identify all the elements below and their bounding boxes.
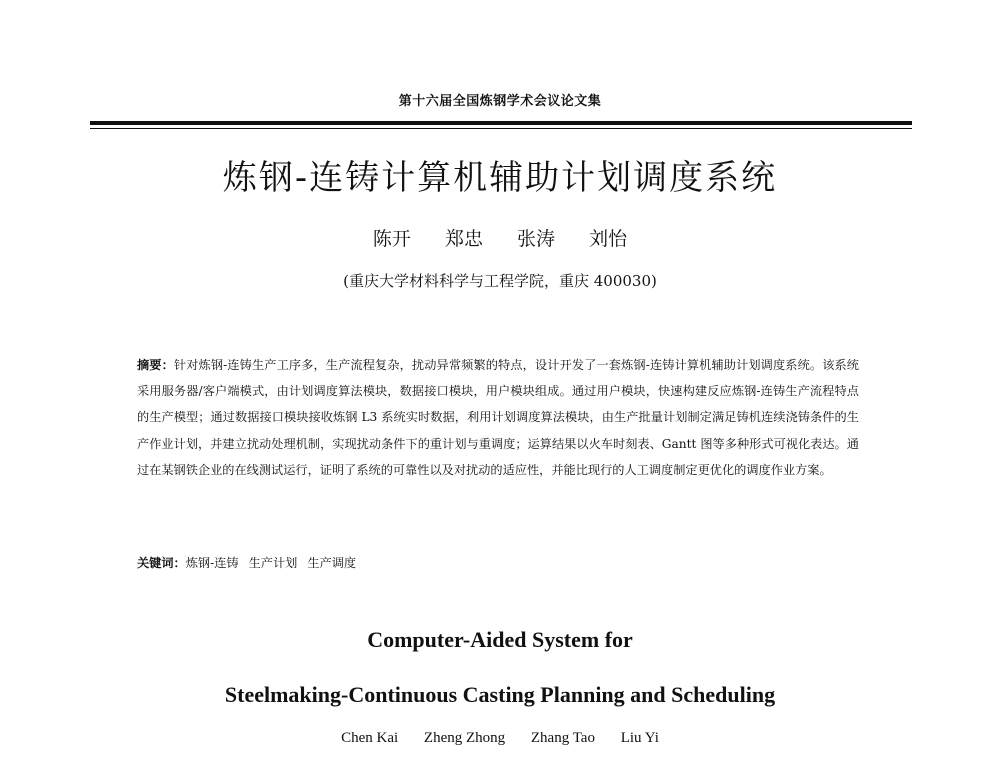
abstract	[137, 352, 859, 483]
running-header: 第十六届全国炼钢学术会议论文集	[398, 94, 602, 109]
abstract-label: 摘要：	[137, 358, 174, 372]
keywords-label: 关键词：	[137, 556, 186, 570]
paper-title-en-line1: Computer-Aided System for	[367, 627, 633, 652]
author-en: Zheng Zhong	[423, 730, 506, 746]
header-rule-thick	[90, 121, 912, 125]
paper-title-en-line2: Steelmaking-Continuous Casting Planning and Scheduling	[224, 682, 776, 707]
author-cn: 张涛	[517, 228, 556, 250]
keyword: 生产调度	[307, 556, 357, 570]
keyword: 生产计划	[248, 556, 298, 570]
paper-title-cn: 炼钢-连铸计算机辅助计划调度系统	[222, 158, 778, 198]
abstract-text: 针对炼钢-连铸生产工序多，生产流程复杂，扰动异常频繁的特点，设计开发了一套炼钢-连铸计算机辅助计划调度系统。该系统采用服务器/客户端模式，由计划调度算法模块，数据接口模块，用户模块组成。通过用户模块，快速构建反应炼钢-连铸生产流程特点的生产模型；通过数据接口模块接收炼钢 L3 系统实时数据，利用计划调度算法模块，由生产批量计划制定满足铸机连续浇铸条件的生产作业计划，并建立扰动处理机制，实现扰动条件下的重计划与重调度；运算结果以火车时刻表、Gantt 图等多种形式可视化表达。通过在某钢铁企业的在线测试运行，证明了系统的可靠性以及对扰动的适应性，并能比现行的人工调度制定更优化的调度作业方案。	[137, 358, 859, 477]
author-en: Liu Yi	[620, 730, 659, 746]
keyword: 炼钢-连铸	[185, 556, 239, 570]
author-cn: 刘怡	[589, 228, 628, 250]
author-en: Zhang Tao	[530, 730, 595, 746]
keywords	[137, 551, 859, 575]
authors-cn	[0, 226, 1000, 252]
authors-en	[0, 727, 1000, 749]
author-cn: 陈开	[372, 228, 411, 250]
header-rule-thin	[90, 128, 912, 129]
affiliation-cn: (重庆大学材料科学与工程学院，重庆 400030)	[343, 272, 657, 290]
author-en: Chen Kai	[341, 730, 399, 746]
author-cn: 郑忠	[444, 228, 483, 250]
